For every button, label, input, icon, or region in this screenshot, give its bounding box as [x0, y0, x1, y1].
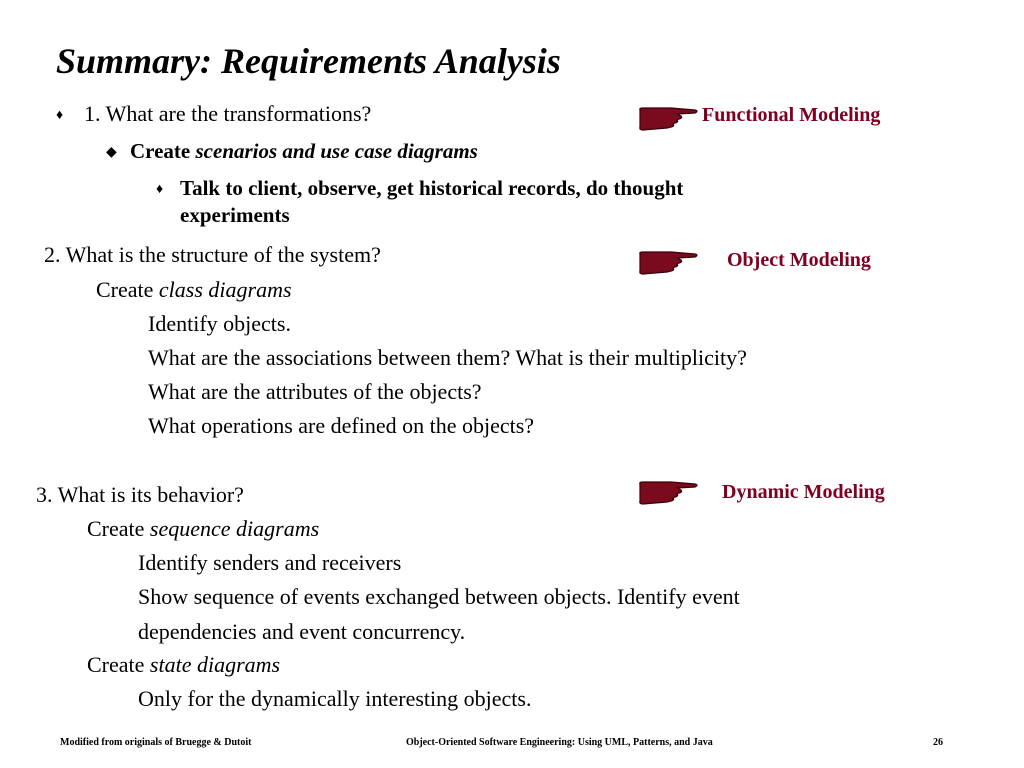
- create-word: Create: [87, 516, 150, 541]
- q3-item: dependencies and event concurrency.: [138, 619, 466, 644]
- q1-detail-line-2: experiments: [180, 203, 290, 227]
- diagram-type: sequence diagrams: [149, 516, 320, 541]
- footer-left: Modified from originals of Bruegge & Dutoit: [60, 737, 252, 748]
- diagram-type: scenarios and use case diagrams: [195, 139, 478, 163]
- question-3: 3. What is its behavior?: [36, 482, 244, 507]
- footer-center: Object-Oriented Software Engineering: Using UML, Patterns, and Java: [406, 737, 713, 748]
- question-1: 1. What are the transformations?: [84, 101, 372, 126]
- page-number: 26: [933, 737, 943, 748]
- diamond-bullet-icon: ♦: [56, 108, 64, 123]
- functional-modeling-label: Functional Modeling: [702, 104, 881, 126]
- q1-create-line: [130, 139, 478, 164]
- pointing-hand-icon: [637, 480, 699, 506]
- q2-item: What are the attributes of the objects?: [148, 379, 482, 404]
- q3-item: Identify senders and receivers: [138, 550, 402, 575]
- q3-create-line-1: [87, 516, 319, 542]
- q1-detail-line-1: Talk to client, observe, get historical records, do thought: [180, 176, 684, 200]
- pointing-hand-icon: [637, 106, 699, 132]
- object-modeling-label: Object Modeling: [727, 249, 871, 271]
- pointing-hand-icon: [637, 250, 699, 276]
- diagram-type: state diagrams: [149, 652, 281, 677]
- dynamic-modeling-label: Dynamic Modeling: [722, 481, 885, 503]
- q2-item: Identify objects.: [148, 311, 291, 336]
- q3-item: Only for the dynamically interesting objects.: [138, 686, 532, 711]
- slide-title: Summary: Requirements Analysis: [56, 41, 561, 81]
- question-2: 2. What is the structure of the system?: [44, 242, 381, 267]
- q3-item: Show sequence of events exchanged between objects. Identify event: [138, 584, 740, 609]
- create-word: Create: [96, 277, 159, 302]
- q2-create-line: [96, 277, 292, 303]
- q2-item: What are the associations between them? What is their multiplicity?: [148, 345, 747, 370]
- diagram-type: class diagrams: [158, 277, 292, 302]
- q2-item: What operations are defined on the objects?: [148, 413, 535, 438]
- diamond-bullet-icon: ◆: [106, 145, 117, 160]
- create-word: Create: [130, 139, 191, 163]
- q3-create-line-2: [87, 652, 280, 678]
- create-word: Create: [87, 652, 150, 677]
- diamond-bullet-icon: ♦: [156, 182, 164, 197]
